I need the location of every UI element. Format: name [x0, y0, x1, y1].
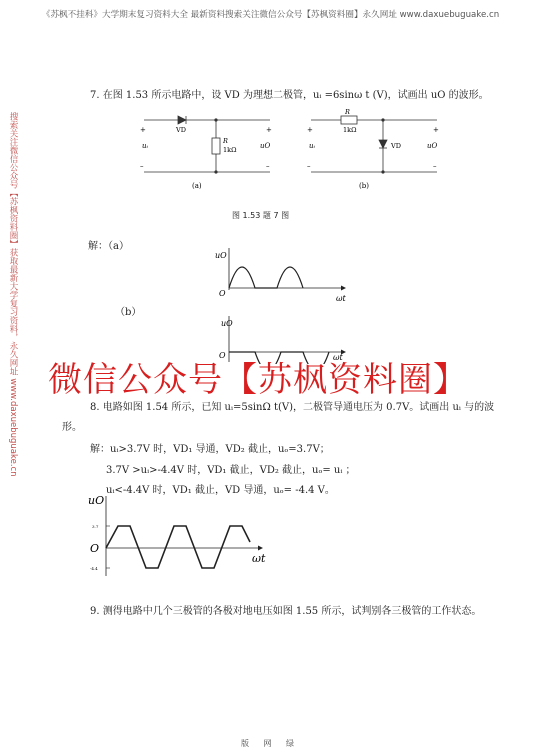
wa-ylabel: uO	[215, 251, 227, 260]
cb-plus-in: +	[307, 126, 313, 134]
q7-solution-b: （b）	[115, 307, 142, 318]
cb-rv: 1kΩ	[343, 126, 357, 134]
w8-ytick-hi: 3.7	[92, 524, 99, 529]
cb-plus-out: +	[433, 126, 439, 134]
wave-q8	[84, 490, 274, 580]
q8-line2: 形。	[62, 422, 82, 433]
page-footer: 版 网 绿	[240, 739, 301, 748]
ca-cap: (a)	[192, 182, 202, 190]
q7-solution-a: 解：（a）	[88, 241, 129, 252]
wb-xlabel: ωt	[333, 353, 343, 362]
ca-plus-out: +	[266, 126, 272, 134]
w8-xlabel: ωt	[252, 552, 266, 565]
q8-solution-3: uᵢ<-4.4V 时，VD₁ 截止，VD 导通，uₒ= -4.4 V。	[106, 485, 335, 496]
wa-xlabel: ωt	[336, 294, 346, 302]
ca-ui: uᵢ	[142, 142, 148, 150]
w8-origin: O	[90, 542, 100, 555]
page-header: 《苏枫不挂科》大学期末复习资料大全 最新资料搜索关注微信公众号【苏枫资料圈】永久网址 www.daxuebuguake.cn	[41, 10, 500, 20]
ca-vd: VD	[176, 126, 186, 134]
cb-cap: (b)	[359, 182, 369, 190]
q8-solution-1: 解：uᵢ>3.7V 时，VD₁ 导通，VD₂ 截止，uₒ=3.7V；	[90, 444, 330, 455]
q8-solution-2: 3.7V >uᵢ>-4.4V 时，VD₁ 截止，VD₂ 截止，uₒ= uᵢ ；	[106, 465, 356, 476]
wb-ylabel: uO	[221, 319, 233, 328]
ca-uo: uO	[260, 142, 271, 150]
ca-minus-out: –	[266, 162, 270, 170]
cb-vd: VD	[391, 142, 401, 150]
cb-r: R	[345, 108, 350, 116]
red-watermark: 微信公众号【苏枫资料圈】	[48, 360, 468, 400]
q8-line1: 8. 电路如图 1.54 所示，已知 uᵢ=5sinΩ t(V)，二极管导通电压为 0.7V。试画出 uᵢ 与的波	[90, 402, 495, 413]
circuit-b	[305, 108, 445, 198]
cb-minus-in: –	[307, 162, 311, 170]
ca-rv: 1kΩ	[223, 146, 237, 154]
ca-r: R	[223, 137, 228, 145]
ca-plus-in: +	[140, 126, 146, 134]
wb-origin: O	[219, 351, 226, 360]
ca-minus-in: –	[140, 162, 144, 170]
cb-ui: uᵢ	[309, 142, 315, 150]
q7-text: 7. 在图 1.53 所示电路中，设 VD 为理想二极管，uᵢ =6sinω t (V)，试画出 uO 的波形。	[90, 90, 489, 101]
fig-1-53-caption: 图 1.53 题 7 图	[232, 211, 290, 220]
side-watermark: 搜索关注微信公众号【苏枫资料圈】获取最新大学复习资料，永久网址 www.daxuebuguake.cn	[8, 112, 18, 477]
cb-minus-out: –	[433, 162, 437, 170]
cb-uo: uO	[427, 142, 438, 150]
w8-ylabel: uO	[88, 494, 105, 507]
circuit-a	[138, 108, 278, 198]
w8-ytick-lo: -4.4	[90, 566, 98, 571]
wave-a	[215, 244, 355, 302]
q9-text: 9. 测得电路中几个三极管的各极对地电压如图 1.55 所示，试判别各三极管的工作状态。	[90, 606, 482, 617]
wa-origin: O	[219, 289, 226, 298]
